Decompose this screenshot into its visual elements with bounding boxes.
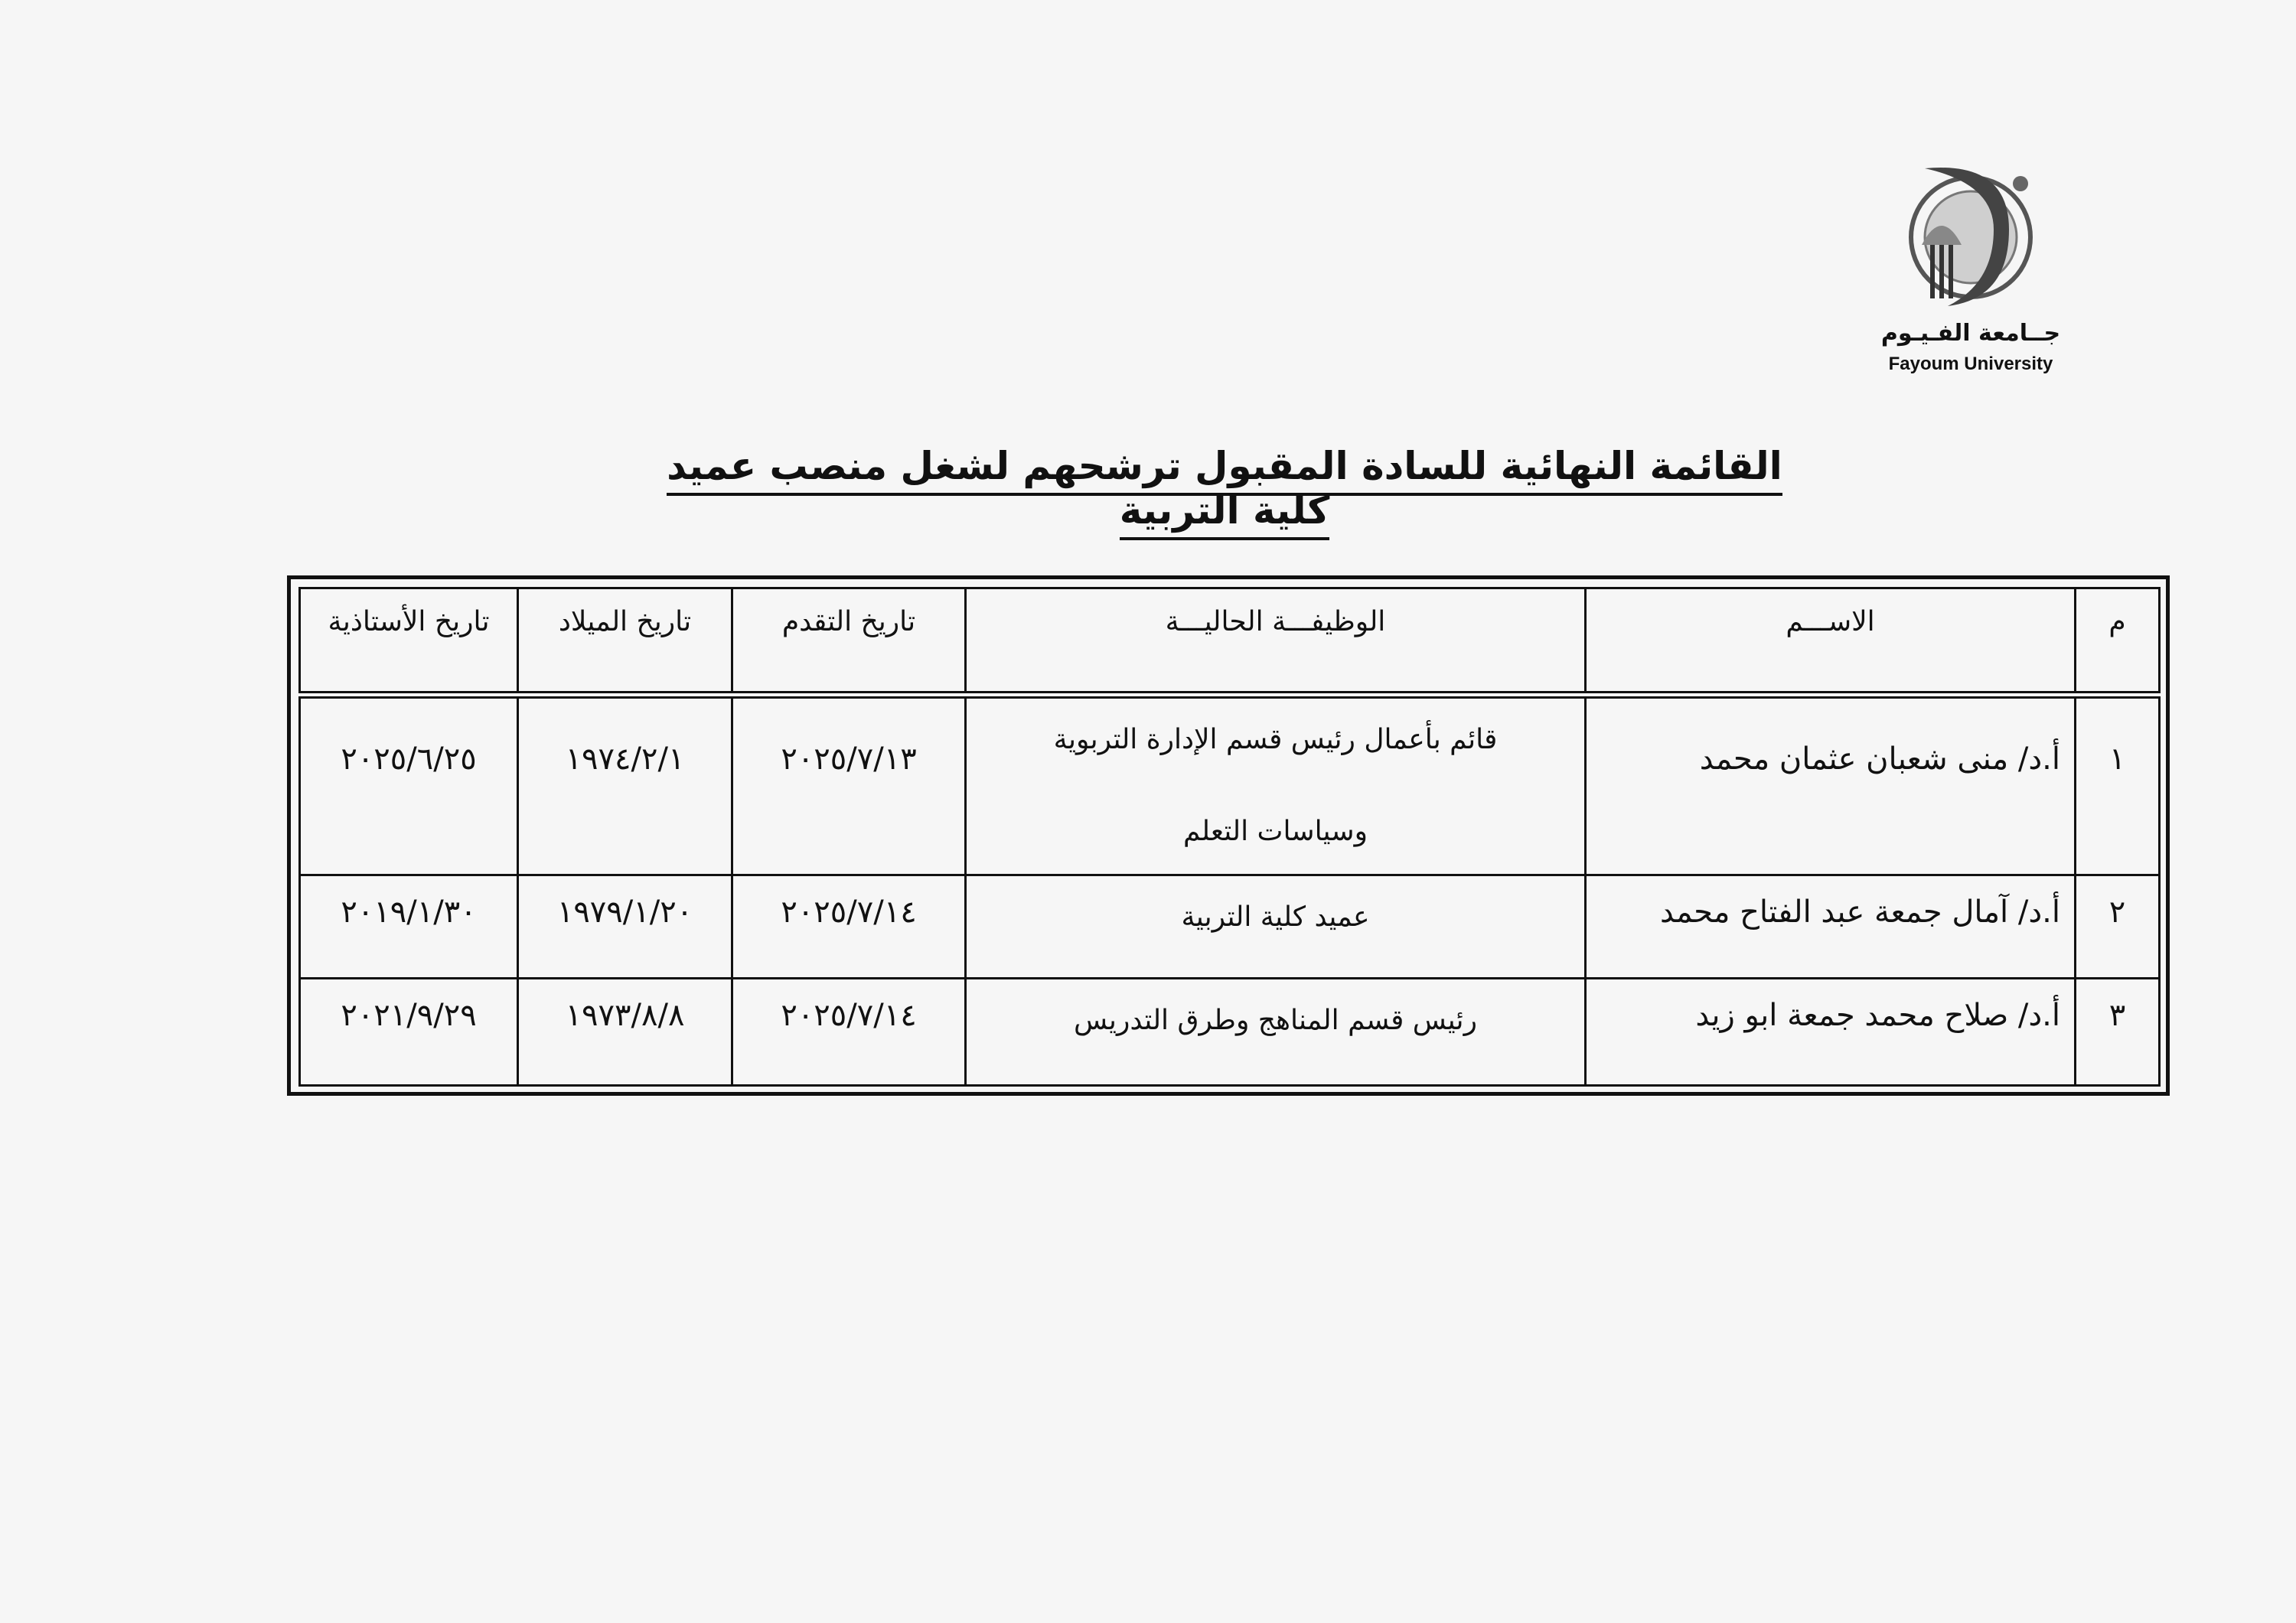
birth-date: ١٩٧٤/٢/١ — [518, 695, 732, 875]
birth-date: ١٩٧٣/٨/٨ — [518, 978, 732, 1085]
professorship-date: ٢٠٢٥/٦/٢٥ — [300, 695, 518, 875]
page-title-text: القائمة النهائية للسادة المقبول ترشحهم لشغل منصب عميد كلية التربية — [667, 444, 1782, 540]
logo-arabic-text: جــامعة الفـيـوم — [1880, 320, 2061, 347]
column-header-professorship: تاريخ الأستاذية — [300, 588, 518, 696]
applied-date: ٢٠٢٥/٧/١٣ — [732, 695, 966, 875]
current-position-line2: وسياسات التعلم — [1183, 816, 1368, 847]
current-position: رئيس قسم المناهج وطرق التدريس — [966, 978, 1586, 1085]
applied-date: ٢٠٢٥/٧/١٤ — [732, 875, 966, 978]
column-header-job: الوظيفـــة الحاليـــة — [966, 588, 1586, 696]
candidates-table-frame — [287, 575, 2170, 1096]
candidate-name: أ.د/ صلاح محمد جمعة ابو زيد — [1586, 978, 2076, 1085]
table-row — [300, 875, 2160, 978]
table-row — [300, 695, 2160, 875]
table-row — [300, 978, 2160, 1085]
row-number: ٢ — [2076, 875, 2160, 978]
column-header-num: م — [2076, 588, 2160, 696]
candidate-name: أ.د/ منى شعبان عثمان محمد — [1586, 695, 2076, 875]
current-position — [966, 695, 1586, 875]
professorship-date: ٢٠٢١/٩/٢٩ — [300, 978, 518, 1085]
candidates-table — [298, 587, 2161, 1087]
applied-date: ٢٠٢٥/٧/١٤ — [732, 978, 966, 1085]
candidate-name: أ.د/ آمال جمعة عبد الفتاح محمد — [1586, 875, 2076, 978]
professorship-date: ٢٠١٩/١/٣٠ — [300, 875, 518, 978]
column-header-name: الاســـم — [1586, 588, 2076, 696]
current-position: عميد كلية التربية — [966, 875, 1586, 978]
column-header-birth: تاريخ الميلاد — [518, 588, 732, 696]
logo-english-text: Fayoum University — [1888, 354, 2053, 374]
page-title — [666, 444, 1783, 533]
column-header-applied: تاريخ التقدم — [732, 588, 966, 696]
university-emblem-icon — [1894, 153, 2047, 321]
university-logo — [1867, 153, 2074, 383]
row-number: ٣ — [2076, 978, 2160, 1085]
current-position-line1: قائم بأعمال رئيس قسم الإدارة التربوية — [1053, 724, 1498, 755]
row-number: ١ — [2076, 695, 2160, 875]
table-header-row — [300, 588, 2160, 696]
birth-date: ١٩٧٩/١/٢٠ — [518, 875, 732, 978]
